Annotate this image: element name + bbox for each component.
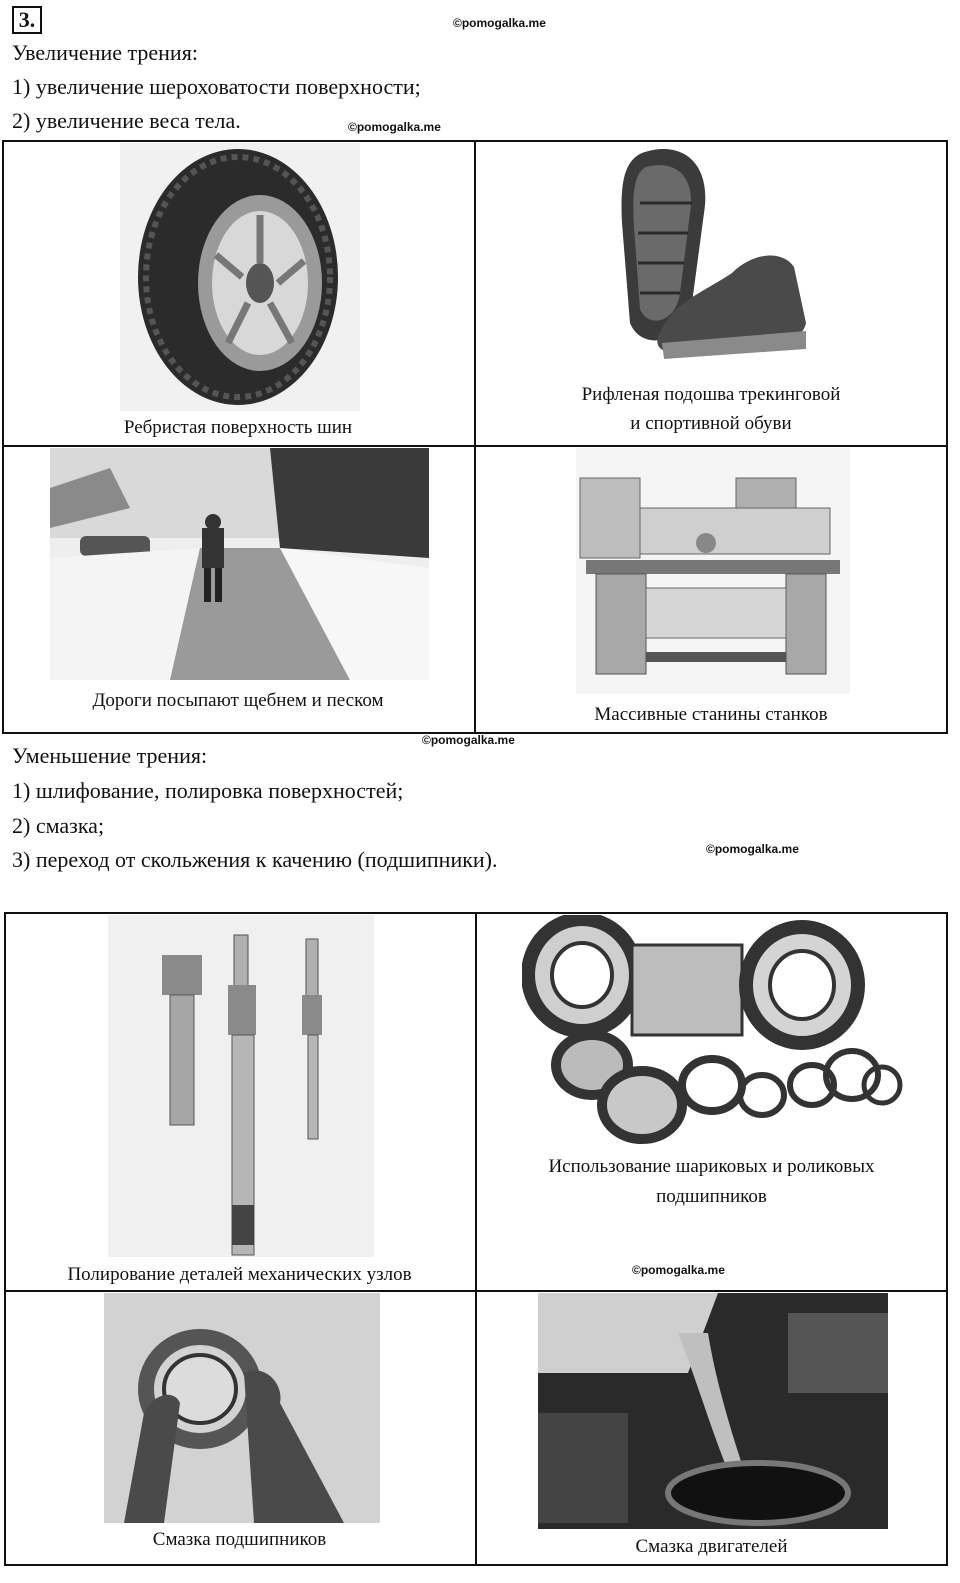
caption-sole-line2: и спортивной обуви [630,413,792,434]
caption-bearings-line1: Использование шариковых и роликовых [548,1156,875,1177]
decrease-item-2: 2) смазка; [12,813,105,838]
watermark: ©pomogalka.me [453,16,546,30]
bearings-image [522,915,906,1151]
watermark: ©pomogalka.me [422,733,515,747]
decrease-item-3: 3) переход от скольжения к качению (подшипники). [12,847,498,872]
caption-tire: Ребристая поверхность шин [123,417,353,438]
bearing-lube-image [104,1293,380,1523]
watermark: ©pomogalka.me [632,1263,725,1277]
road-image [50,448,429,680]
caption-sole-line1: Рифленая подошва трекинговой [581,384,841,405]
increase-item-2: 2) увеличение веса тела. [12,108,241,133]
caption-bearing-lube: Смазка подшипников [152,1529,327,1550]
shoes-image [612,143,810,365]
problem-number: 3. [12,6,42,34]
decrease-heading: Уменьшение трения: [12,743,208,768]
tire-image [120,143,360,411]
caption-lathe: Массивные станины станков [594,704,828,725]
table-divider [2,445,948,447]
caption-engine-lube: Смазка двигателей [635,1536,788,1557]
engine-lube-image [538,1293,888,1529]
decrease-item-1: 1) шлифование, полировка поверхностей; [12,778,404,803]
caption-road: Дороги посыпают щебнем и песком [92,690,384,711]
increase-heading: Увеличение трения: [12,40,198,65]
increase-item-1: 1) увеличение шероховатости поверхности; [12,74,421,99]
caption-bearings-line2: подшипников [656,1186,767,1207]
caption-shafts: Полирование деталей механических узлов [67,1264,412,1285]
watermark: ©pomogalka.me [706,842,799,856]
table-divider [4,1290,948,1292]
table-divider [475,912,477,1566]
lathe-image [576,448,850,694]
shafts-image [108,915,374,1257]
watermark: ©pomogalka.me [348,120,441,134]
